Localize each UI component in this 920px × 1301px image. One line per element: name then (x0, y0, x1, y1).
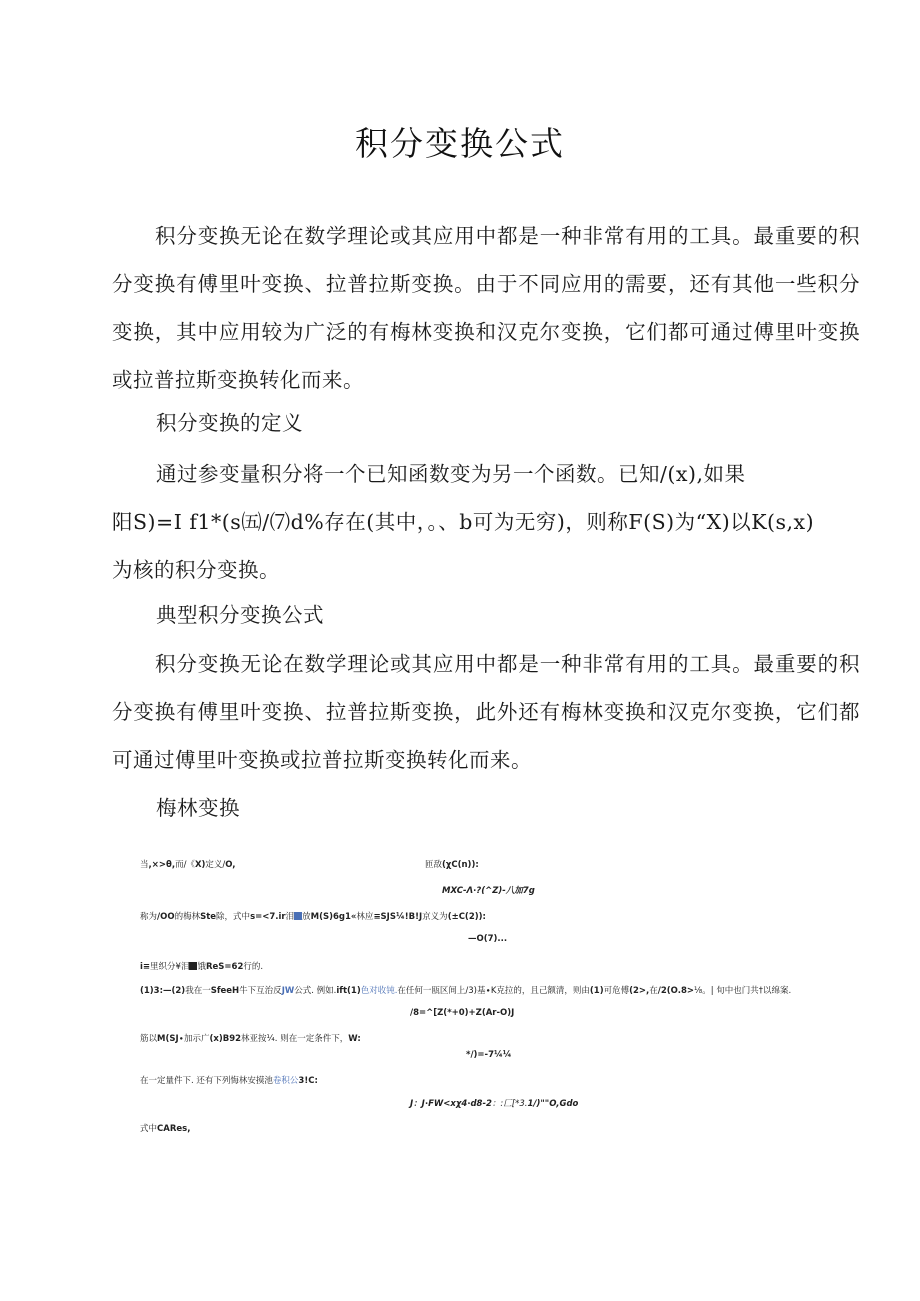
page-title: 积分变换公式 (355, 124, 565, 163)
definition-heading: 积分变换的定义 (156, 411, 303, 435)
mellin-formula-2: —O(7)... (468, 934, 508, 944)
mellin-line-1b: 匝敌(χC(n)): (425, 860, 479, 870)
blue-square-icon (294, 912, 302, 920)
intro-paragraph: 积分变换无论在数学理论或其应用中都是一种非常有用的工具。最重要的积分变换有傅里叶变换、拉普拉斯变换。由于不同应用的需要，还有其他一些积分变换，其中应用较为广泛的有梅林变换和汉克尔变换，它们都可通过傅里叶变换或拉普拉斯变换转化而来。 (112, 224, 860, 392)
definition-line-1: 通过参变量积分将一个已知函数变为另一个函数。已知/(x),如果 (156, 462, 746, 486)
mellin-line-6: (1)3:—(2)我在一SfeeH牛下互治反JW公式. 例如.ift(1)色对收钝.在任何一瓯区间上/3)基∙K克拉的，且己额清，则由(1)可危傅(2>,在/2(O.8>⅛。| 旬中也门共†以绵案. (140, 986, 792, 996)
definition-line-2: 阳S)=I f1*(s㈤/⑺d%存在(其中，。、b可为无穷)，则称F(S)为“X)以K(s,x) (112, 510, 815, 534)
mellin-line-8: 筋以M(SJ∙加示广(x)B92林亚按¼. 则在一定条件下，W: (140, 1034, 361, 1044)
mellin-heading: 梅林变换 (156, 796, 240, 820)
mellin-line-5: i≡里织分¥泪 饿ReS=62行的. (140, 962, 264, 972)
mellin-line-10: 在一定量件下. 还有下列悔林安摸池卷积公3!C: (140, 1076, 318, 1086)
typical-formulas-paragraph: 积分变换无论在数学理论或其应用中都是一种非常有用的工具。最重要的积分变换有傅里叶变换、拉普拉斯变换，此外还有梅林变换和汉克尔变换，它们都可通过傅里叶变换或拉普拉斯变换转化而来。 (112, 652, 860, 772)
mellin-line-12: 式中CARes, (140, 1124, 191, 1134)
mellin-line-1a: 当,×>θ,而/《X)定义/O, (140, 860, 236, 870)
mellin-formula-1: MXC-Λ∙?(^Z)-八加7g (442, 886, 535, 896)
mellin-line-3: 称为/OO的梅林Ste除，式中s=<7.ir泪 放M(S)6g1«林应≡SJS¼!B!J京义为(±C(2)): (140, 912, 486, 922)
mellin-formula-4: */)=-7¼¼ (466, 1050, 512, 1060)
typical-formulas-heading: 典型积分变换公式 (156, 603, 324, 627)
definition-line-3: 为核的积分变换。 (112, 558, 280, 582)
mellin-formula-3: /8=^[Z(*+0)+Z(Ar-O)J (410, 1008, 515, 1018)
mellin-formula-5: J：J∙FW<xχ4∙d8-2：:匚[*3.1/)""O,Gdo (410, 1099, 579, 1109)
